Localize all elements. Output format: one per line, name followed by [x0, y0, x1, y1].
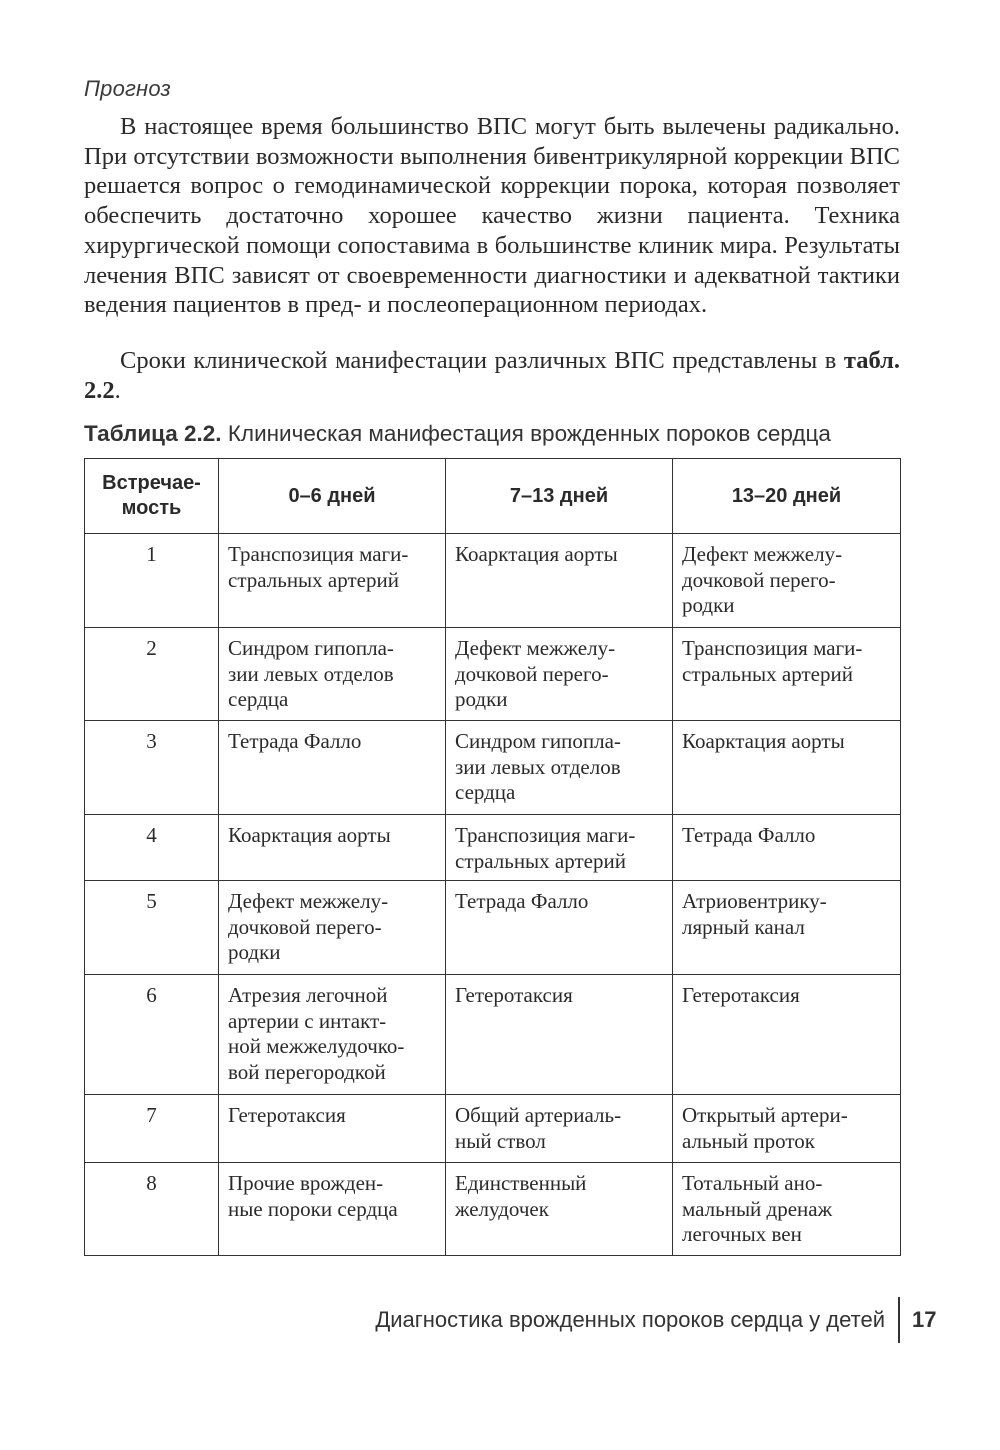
table-cell: Транспозиция маги- стральных артерий	[446, 815, 673, 881]
table-header-cell: 0–6 дней	[219, 459, 446, 534]
table-cell: Транспозиция маги- стральных артерий	[673, 628, 901, 721]
table-cell: Дефект межжелу- дочковой перего- родки	[446, 628, 673, 721]
table-header-cell: 13–20 дней	[673, 459, 901, 534]
table-row	[85, 534, 901, 628]
paragraph-table-reference	[84, 346, 900, 405]
table-row	[85, 975, 901, 1095]
table-cell: Синдром гипопла- зии левых отделов сердца	[446, 721, 673, 815]
table-cell: Коарктация аорты	[673, 721, 901, 815]
table-cell-rank: 5	[85, 881, 219, 975]
manifestation-table	[84, 458, 901, 1256]
footer-divider	[898, 1297, 900, 1343]
table-cell-rank: 4	[85, 815, 219, 881]
table-row	[85, 1163, 901, 1256]
page-number: 17	[912, 1307, 937, 1332]
table-cell: Атрезия легочной артерии с интакт- ной межжелудочко- вой перегородкой	[219, 975, 446, 1095]
table-cell: Коарктация аорты	[446, 534, 673, 628]
table-cell: Транспозиция маги- стральных артерий	[219, 534, 446, 628]
table-cell: Гетеротаксия	[673, 975, 901, 1095]
table-row	[85, 628, 901, 721]
table-cell-rank: 6	[85, 975, 219, 1095]
table-cell: Тетрада Фалло	[673, 815, 901, 881]
table-cell: Синдром гипопла- зии левых отделов сердца	[219, 628, 446, 721]
table-cell: Дефект межжелу- дочковой перего- родки	[219, 881, 446, 975]
table-cell-rank: 2	[85, 628, 219, 721]
table-cell: Тетрада Фалло	[446, 881, 673, 975]
table-cell: Гетеротаксия	[219, 1095, 446, 1163]
table-caption-text: Клиническая манифестация врожденных пороков сердца	[227, 421, 831, 446]
table-cell-rank: 8	[85, 1163, 219, 1256]
table-row	[85, 815, 901, 881]
table-cell: Коарктация аорты	[219, 815, 446, 881]
table-row	[85, 881, 901, 975]
table-cell: Общий артериаль- ный ствол	[446, 1095, 673, 1163]
table-cell: Тотальный ано- мальный дренаж легочных вен	[673, 1163, 901, 1256]
table-body	[85, 534, 901, 1256]
table-row	[85, 1095, 901, 1163]
table-cell: Дефект межжелу- дочковой перего- родки	[673, 534, 901, 628]
table-cell: Гетеротаксия	[446, 975, 673, 1095]
table-cell-rank: 3	[85, 721, 219, 815]
table-cell: Прочие врожден- ные пороки сердца	[219, 1163, 446, 1256]
table-header-cell: Встречае- мость	[85, 459, 219, 534]
table-cell: Открытый артери- альный проток	[673, 1095, 901, 1163]
running-title: Диагностика врожденных пороков сердца у детей	[375, 1307, 885, 1332]
table-cell: Единственный желудочек	[446, 1163, 673, 1256]
paragraph-prognosis: В настоящее время большинство ВПС могут быть вылечены радикально. При отсутствии возможности выполнения бивентрикулярной коррекции ВПС решается вопрос о гемодинамической коррекции порока, которая позволяет обеспечить достаточно хорошее качество жизни пациента. Техника хирургической помощи сопоставима в большинстве клиник мира. Результаты лечения ВПС зависят от своевременности диагностики и адекватной тактики ведения пациентов в пред- и послеоперационном периодах.	[84, 113, 900, 319]
table-caption	[84, 421, 904, 447]
table-cell: Атриовентрику- лярный канал	[673, 881, 901, 975]
table-header-row	[85, 459, 901, 534]
paragraph-end: .	[114, 376, 121, 404]
section-heading: Прогноз	[84, 76, 171, 101]
table-row	[85, 721, 901, 815]
table-caption-label: Таблица 2.2.	[84, 421, 222, 446]
table-cell-rank: 7	[85, 1095, 219, 1163]
table-cell: Тетрада Фалло	[219, 721, 446, 815]
table-header-cell: 7–13 дней	[446, 459, 673, 534]
table-cell-rank: 1	[85, 534, 219, 628]
paragraph-text: Сроки клинической манифестации различных ВПС представлены в	[120, 347, 844, 374]
table-reference-link: табл. 2.2	[84, 347, 900, 404]
